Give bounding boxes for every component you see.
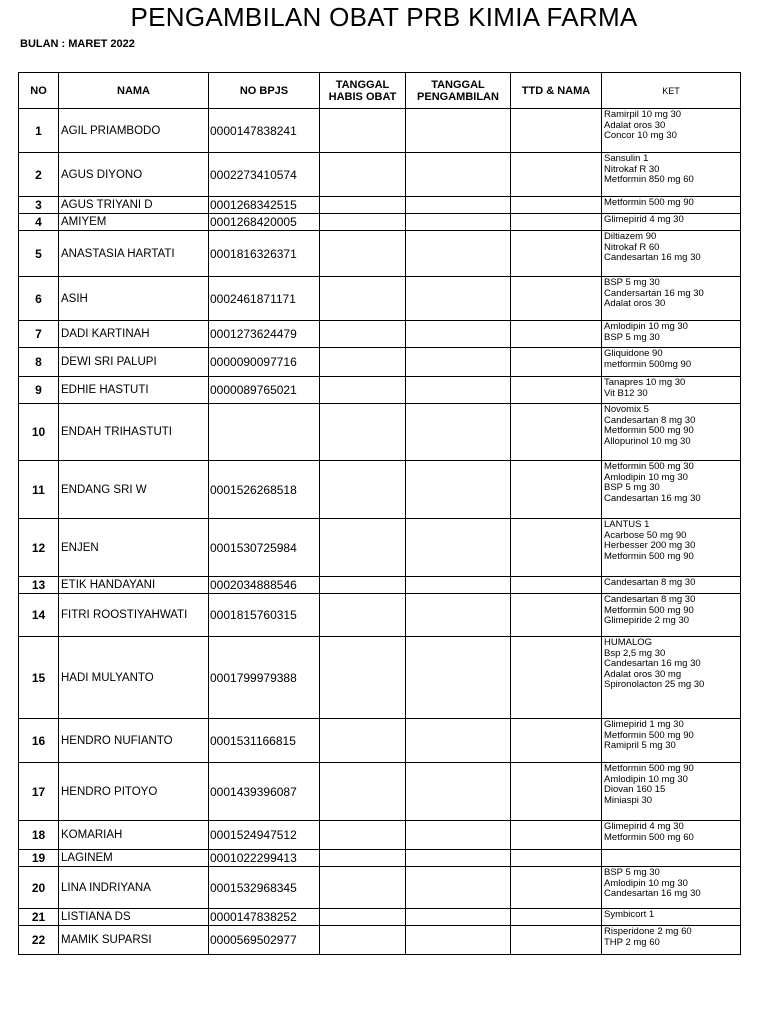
ket-line: Amlodipin 10 mg 30: [604, 471, 688, 483]
ttd-cell: [511, 637, 602, 719]
bpjs-number: 0000089765021: [209, 377, 320, 404]
patient-name: LINA INDRIYANA: [59, 867, 209, 909]
col-header-nama: NAMA: [59, 73, 209, 109]
tanggal-habis-cell: [320, 637, 406, 719]
bpjs-number: 0001524947512: [209, 821, 320, 850]
tanggal-habis-cell: [320, 594, 406, 637]
ttd-cell: [511, 719, 602, 763]
page-title: PENGAMBILAN OBAT PRB KIMIA FARMA: [130, 2, 638, 32]
tanggal-habis-cell: [320, 277, 406, 321]
row-number: 2: [19, 153, 59, 197]
ket-line: Candersartan 16 mg 30: [604, 287, 704, 299]
tanggal-pengambilan-cell: [406, 926, 511, 955]
ket-cell: [602, 214, 741, 231]
table-row: [19, 404, 741, 461]
ket-line: THP 2 mg 60: [604, 936, 660, 948]
ket-line: Vit B12 30: [604, 387, 648, 399]
col-header-tanggal-pengambilan-line1: TANGGAL: [431, 78, 485, 91]
table-row: [19, 277, 741, 321]
ket-line: Nitrokaf R 30: [604, 163, 660, 175]
table-row: [19, 867, 741, 909]
ket-line: metformin 500mg 90: [604, 358, 692, 370]
col-header-tanggal-pengambilan-line2: PENGAMBILAN: [417, 90, 499, 103]
patient-name: HENDRO PITOYO: [59, 763, 209, 821]
ket-line: BSP 5 mg 30: [604, 867, 660, 878]
bpjs-number: 0001799979388: [209, 637, 320, 719]
row-number: 6: [19, 277, 59, 321]
patient-name: MAMIK SUPARSI: [59, 926, 209, 955]
row-number: 10: [19, 404, 59, 461]
ttd-cell: [511, 153, 602, 197]
ttd-cell: [511, 867, 602, 909]
row-number: 8: [19, 348, 59, 377]
ket-line: Metformin 500 mg 90: [604, 604, 694, 616]
table-row: [19, 519, 741, 577]
tanggal-habis-cell: [320, 519, 406, 577]
tanggal-pengambilan-cell: [406, 719, 511, 763]
patient-name: ENDANG SRI W: [59, 461, 209, 519]
ket-line: Miniaspi 30: [604, 794, 653, 806]
ket-line: Metformin 850 mg 60: [604, 174, 694, 185]
ket-line: Metformin 500 mg 90: [604, 729, 694, 741]
ket-cell: [602, 926, 741, 955]
ket-cell: [602, 867, 741, 909]
ttd-cell: [511, 377, 602, 404]
patient-name: AGUS TRIYANI D: [59, 197, 209, 214]
col-header-tanggal-habis-line1: TANGGAL: [335, 78, 390, 91]
ket-line: Candesartan 16 mg 30: [604, 888, 701, 899]
table-row: [19, 461, 741, 519]
table-row: [19, 594, 741, 637]
table-row: [19, 577, 741, 594]
ket-line: Amlodipin 10 mg 30: [604, 773, 688, 785]
ket-line: Ramipril 5 mg 30: [604, 740, 676, 751]
row-number: 7: [19, 321, 59, 348]
patient-name: LAGINEM: [59, 850, 209, 867]
ket-line: Metformin 500 mg 30: [604, 461, 694, 472]
row-number: 13: [19, 577, 59, 594]
bpjs-number: 0002461871171: [209, 277, 320, 321]
patient-name: LISTIANA DS: [59, 909, 209, 926]
ket-line: Spironolacton 25 mg 30: [604, 679, 705, 690]
tanggal-pengambilan-cell: [406, 197, 511, 214]
tanggal-pengambilan-cell: [406, 909, 511, 926]
ket-line: Sansulin 1: [604, 153, 649, 164]
ttd-cell: [511, 519, 602, 577]
tanggal-pengambilan-cell: [406, 231, 511, 277]
ket-line: Candesartan 16 mg 30: [604, 492, 701, 504]
ttd-cell: [511, 231, 602, 277]
bpjs-number: 0000147838241: [209, 109, 320, 153]
tanggal-pengambilan-cell: [406, 850, 511, 867]
tanggal-habis-cell: [320, 909, 406, 926]
bpjs-number: 0000569502977: [209, 926, 320, 955]
patient-name: ETIK HANDAYANI: [59, 577, 209, 594]
ket-line: Candesartan 16 mg 30: [604, 658, 701, 669]
tanggal-habis-cell: [320, 231, 406, 277]
ket-cell: [602, 277, 741, 321]
ket-line: Metformin 500 mg 90: [604, 550, 694, 562]
ket-line: BSP 5 mg 30: [604, 331, 660, 343]
ket-cell: [602, 153, 741, 197]
tanggal-pengambilan-cell: [406, 594, 511, 637]
medicine-pickup-table: [18, 72, 741, 955]
ket-line: Adalat oros 30 mg: [604, 668, 682, 680]
ket-line: Bsp 2,5 mg 30: [604, 647, 666, 659]
tanggal-habis-cell: [320, 719, 406, 763]
tanggal-habis-cell: [320, 577, 406, 594]
patient-name: KOMARIAH: [59, 821, 209, 850]
patient-name: AGIL PRIAMBODO: [59, 109, 209, 153]
ket-cell: [602, 109, 741, 153]
bpjs-number: 0001526268518: [209, 461, 320, 519]
ket-cell: [602, 719, 741, 763]
ket-line: Nitrokaf R 60: [604, 241, 660, 253]
ttd-cell: [511, 197, 602, 214]
ket-line: Amlodipin 10 mg 30: [604, 321, 688, 332]
row-number: 11: [19, 461, 59, 519]
table-row: [19, 377, 741, 404]
row-number: 5: [19, 231, 59, 277]
ttd-cell: [511, 404, 602, 461]
tanggal-habis-cell: [320, 197, 406, 214]
tanggal-habis-cell: [320, 348, 406, 377]
ket-line: Allopurinol 10 mg 30: [604, 435, 691, 447]
ket-line: Herbesser 200 mg 30: [604, 540, 696, 551]
tanggal-pengambilan-cell: [406, 214, 511, 231]
patient-name: FITRI ROOSTIYAHWATI: [59, 594, 209, 637]
tanggal-pengambilan-cell: [406, 867, 511, 909]
ket-line: BSP 5 mg 30: [604, 277, 660, 288]
patient-name: AGUS DIYONO: [59, 153, 209, 197]
ket-cell: [602, 850, 741, 867]
tanggal-habis-cell: [320, 404, 406, 461]
tanggal-habis-cell: [320, 321, 406, 348]
tanggal-habis-cell: [320, 214, 406, 231]
ket-line: Candesartan 8 mg 30: [604, 577, 696, 588]
bpjs-number: 0001268420005: [209, 214, 320, 231]
ket-line: Glimepirid 1 mg 30: [604, 719, 684, 730]
bpjs-number: 0001532968345: [209, 867, 320, 909]
bpjs-number: 0000090097716: [209, 348, 320, 377]
row-number: 15: [19, 637, 59, 719]
bpjs-number: 0001268342515: [209, 197, 320, 214]
ket-line: Metformin 500 mg 60: [604, 831, 694, 843]
row-number: 21: [19, 909, 59, 926]
ttd-cell: [511, 577, 602, 594]
ket-line: Adalat oros 30: [604, 119, 666, 131]
row-number: 1: [19, 109, 59, 153]
ket-line: Novomix 5: [604, 404, 649, 415]
tanggal-pengambilan-cell: [406, 377, 511, 404]
ket-line: Glimepiride 2 mg 30: [604, 615, 690, 626]
tanggal-habis-cell: [320, 850, 406, 867]
patient-name: ENJEN: [59, 519, 209, 577]
bpjs-number: 0001439396087: [209, 763, 320, 821]
col-header-tanggal-habis-line2: HABIS OBAT: [328, 90, 397, 103]
ket-line: Acarbose 50 mg 90: [604, 529, 687, 541]
ttd-cell: [511, 277, 602, 321]
table-row: [19, 153, 741, 197]
ttd-cell: [511, 594, 602, 637]
col-header-ket: KET: [602, 73, 741, 109]
ket-line: Ramirpil 10 mg 30: [604, 109, 682, 120]
table-row: [19, 763, 741, 821]
ket-cell: [602, 909, 741, 926]
ket-line: Candesartan 16 mg 30: [604, 252, 701, 263]
bpjs-number: 0001022299413: [209, 850, 320, 867]
tanggal-habis-cell: [320, 461, 406, 519]
bpjs-number: 0001273624479: [209, 321, 320, 348]
table-row: [19, 637, 741, 719]
ket-line: Metformin 500 mg 90: [604, 425, 694, 436]
ket-line: Candesartan 8 mg 30: [604, 414, 696, 426]
table-row: [19, 197, 741, 214]
ket-cell: [602, 763, 741, 821]
row-number: 20: [19, 867, 59, 909]
bpjs-number: 0000147838252: [209, 909, 320, 926]
col-header-tanggal-habis: [320, 73, 406, 109]
bpjs-number: 0001531166815: [209, 719, 320, 763]
patient-name: ASIH: [59, 277, 209, 321]
col-header-ttd: TTD & NAMA: [511, 73, 602, 109]
row-number: 17: [19, 763, 59, 821]
tanggal-habis-cell: [320, 821, 406, 850]
row-number: 19: [19, 850, 59, 867]
ttd-cell: [511, 214, 602, 231]
bpjs-number: 0001530725984: [209, 519, 320, 577]
ket-cell: [602, 404, 741, 461]
month-label: BULAN : MARET 2022: [20, 38, 135, 50]
tanggal-pengambilan-cell: [406, 461, 511, 519]
ket-cell: [602, 321, 741, 348]
ket-cell: [602, 197, 741, 214]
ket-line: Diltiazem 90: [604, 231, 657, 242]
ttd-cell: [511, 850, 602, 867]
row-number: 16: [19, 719, 59, 763]
ket-line: Glimepirid 4 mg 30: [604, 214, 684, 225]
tanggal-pengambilan-cell: [406, 321, 511, 348]
patient-name: ANASTASIA HARTATI: [59, 231, 209, 277]
bpjs-number: 0001816326371: [209, 231, 320, 277]
ket-line: Amlodipin 10 mg 30: [604, 877, 688, 889]
row-number: 4: [19, 214, 59, 231]
tanggal-pengambilan-cell: [406, 821, 511, 850]
patient-name: DADI KARTINAH: [59, 321, 209, 348]
bpjs-number: 0001815760315: [209, 594, 320, 637]
patient-name: DEWI SRI PALUPI: [59, 348, 209, 377]
ttd-cell: [511, 109, 602, 153]
bpjs-number: 0002273410574: [209, 153, 320, 197]
tanggal-pengambilan-cell: [406, 109, 511, 153]
ket-line: Metformin 500 mg 90: [604, 197, 694, 208]
ttd-cell: [511, 763, 602, 821]
row-number: 3: [19, 197, 59, 214]
ket-cell: [602, 231, 741, 277]
table-row: [19, 850, 741, 867]
ket-cell: [602, 461, 741, 519]
tanggal-pengambilan-cell: [406, 153, 511, 197]
col-header-bpjs: NO BPJS: [209, 73, 320, 109]
ket-line: Candesartan 8 mg 30: [604, 594, 696, 605]
ket-line: Metformin 500 mg 90: [604, 763, 694, 774]
row-number: 14: [19, 594, 59, 637]
ttd-cell: [511, 461, 602, 519]
tanggal-habis-cell: [320, 377, 406, 404]
ket-cell: [602, 577, 741, 594]
table-row: [19, 348, 741, 377]
ket-line: Concor 10 mg 30: [604, 130, 677, 141]
table-row: [19, 719, 741, 763]
tanggal-habis-cell: [320, 153, 406, 197]
ket-cell: [602, 348, 741, 377]
ket-cell: [602, 821, 741, 850]
patient-name: HADI MULYANTO: [59, 637, 209, 719]
tanggal-pengambilan-cell: [406, 404, 511, 461]
table-row: [19, 214, 741, 231]
ket-line: Risperidone 2 mg 60: [604, 926, 692, 937]
table-row: [19, 926, 741, 955]
ket-line: BSP 5 mg 30: [604, 482, 660, 493]
tanggal-pengambilan-cell: [406, 348, 511, 377]
ket-cell: [602, 519, 741, 577]
ket-line: HUMALOG: [604, 637, 653, 648]
patient-name: ENDAH TRIHASTUTI: [59, 404, 209, 461]
patient-name: HENDRO NUFIANTO: [59, 719, 209, 763]
ket-line: Tanapres 10 mg 30: [604, 377, 686, 388]
col-header-no: NO: [19, 73, 59, 109]
tanggal-pengambilan-cell: [406, 763, 511, 821]
bpjs-number: [209, 404, 320, 461]
tanggal-pengambilan-cell: [406, 519, 511, 577]
tanggal-habis-cell: [320, 109, 406, 153]
ket-line: Diovan 160 15: [604, 784, 666, 795]
tanggal-pengambilan-cell: [406, 577, 511, 594]
table-row: [19, 321, 741, 348]
row-number: 22: [19, 926, 59, 955]
row-number: 12: [19, 519, 59, 577]
col-header-tanggal-pengambilan: [406, 73, 511, 109]
row-number: 18: [19, 821, 59, 850]
ttd-cell: [511, 821, 602, 850]
ttd-cell: [511, 348, 602, 377]
ttd-cell: [511, 926, 602, 955]
tanggal-pengambilan-cell: [406, 277, 511, 321]
tanggal-pengambilan-cell: [406, 637, 511, 719]
table-row: [19, 821, 741, 850]
ket-cell: [602, 377, 741, 404]
ttd-cell: [511, 321, 602, 348]
patient-name: AMIYEM: [59, 214, 209, 231]
tanggal-habis-cell: [320, 763, 406, 821]
ket-line: Adalat oros 30: [604, 298, 666, 309]
row-number: 9: [19, 377, 59, 404]
patient-name: EDHIE HASTUTI: [59, 377, 209, 404]
table-row: [19, 231, 741, 277]
bpjs-number: 0002034888546: [209, 577, 320, 594]
ket-line: Symbicort 1: [604, 909, 655, 920]
table-body: [19, 109, 741, 955]
ttd-cell: [511, 909, 602, 926]
ket-line: LANTUS 1: [604, 519, 650, 530]
tanggal-habis-cell: [320, 926, 406, 955]
ket-cell: [602, 637, 741, 719]
table-row: [19, 909, 741, 926]
tanggal-habis-cell: [320, 867, 406, 909]
ket-line: Glimepirid 4 mg 30: [604, 821, 684, 832]
table-row: [19, 109, 741, 153]
ket-line: Gliquidone 90: [604, 348, 663, 359]
ket-cell: [602, 594, 741, 637]
